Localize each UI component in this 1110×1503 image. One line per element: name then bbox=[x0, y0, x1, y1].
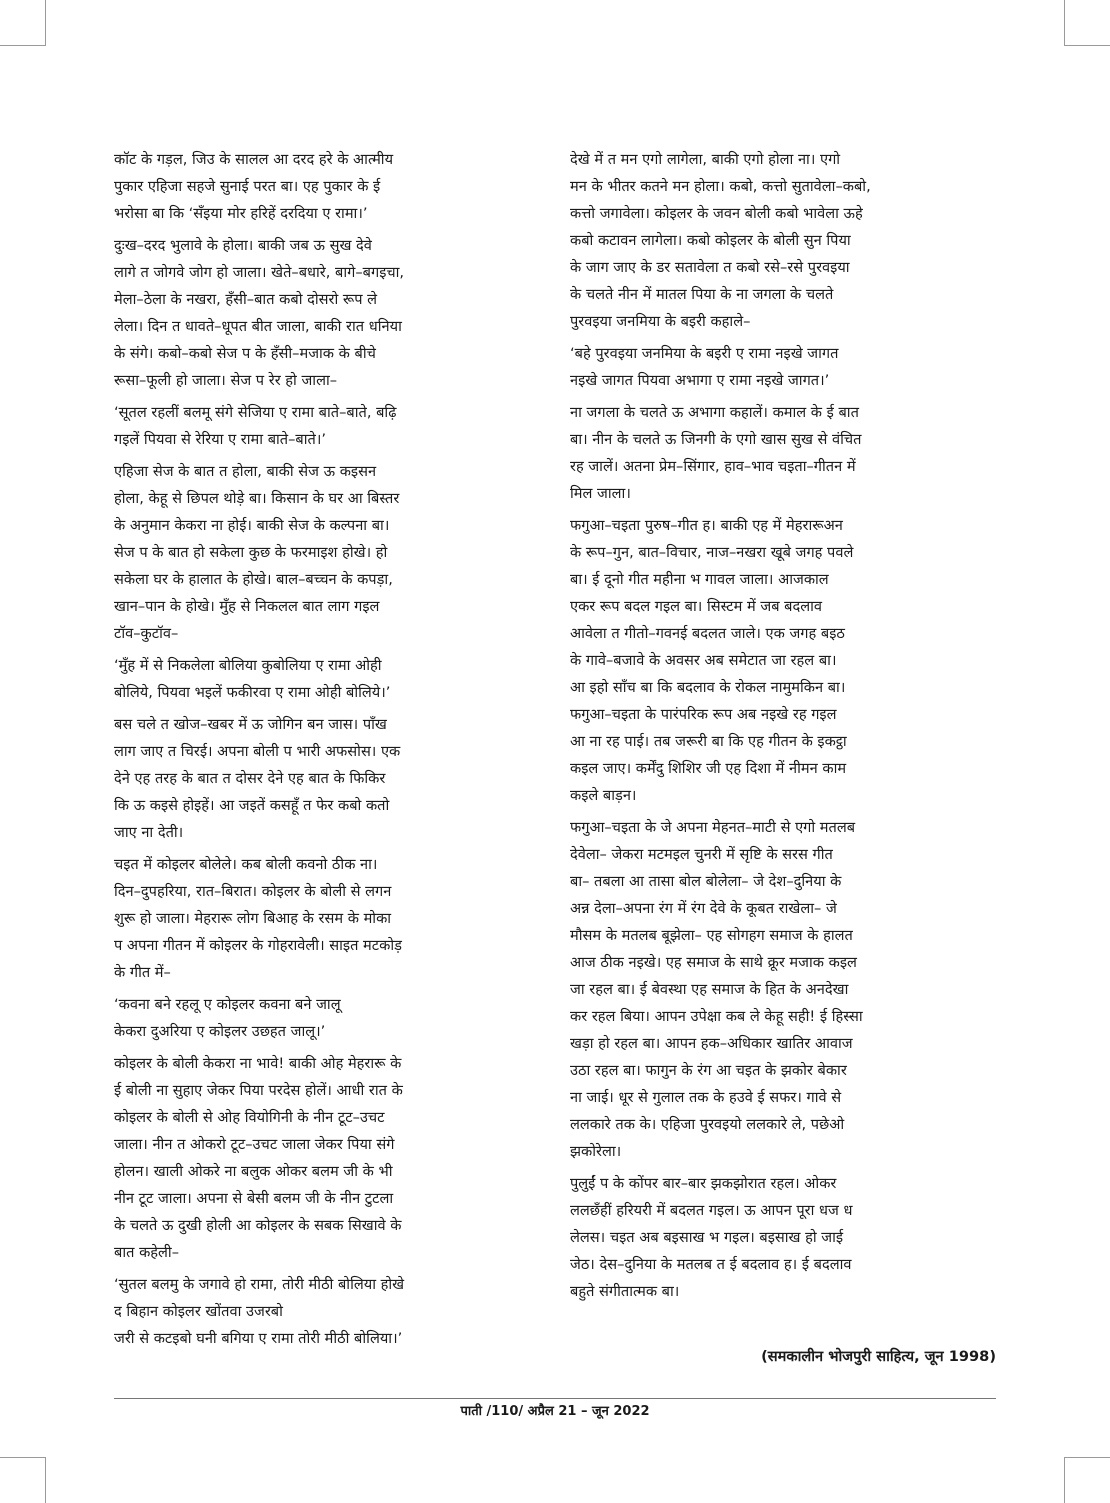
verse-quote: ‘सुतल बलमु के जगावे हो रामा, तोरी मीठी बोलिया होखे द बिहान कोइलर खोंतवा उजरबो जरी से कटइबो घनी बगिया ए रामा तोरी मीठी बोलिया।’ bbox=[114, 1276, 405, 1347]
paragraph: पुलुईं प के कोंपर बार–बार झकझोरात रहल। ओकर ललछँहीं हरियरी में बदलत गइल। ऊ आपन पूरा धज ध लेलस। चइत अब बइसाख भ गइल। बइसाख हो जाई जेठ। देस–दुनिया के मतलब त ई बदलाव ह। ई बदलाव बहुते संगीतात्मक बा। bbox=[570, 1175, 853, 1300]
paragraph: फगुआ–चइता के जे अपना मेहनत–माटी से एगो मतलब देवेला– जेकरा मटमइल चुनरी में सृष्टि के सरस गीत बा– तबला आ तासा बोल बोलेला– जे देश–दुनिया के अन्न देला–अपना रंग में रंग देवे के कूबत राखेला– जे मौसम के मतलब बूझेला– एह सोगहग समाज के हालत आज ठीक नइखे। एह समाज के साथे क्रूर मजाक कइल जा रहल बा। ई बेवस्था एह समाज के हित के अनदेखा कर रहल बिया। आपन उपेक्षा कब ले केहू सही! ई हिस्सा खड़ा हो रहल बा। आपन हक–अधिकार खातिर आवाज उठा रहल बा। फागुन के रंग आ चइत के झकोर बेकार ना जाई। धूर से गुलाल तक के हउवे ई सफर। गावे से ललकारे तक के। एहिजा पुरवइयो ललकारे ले, पछेओ झकोरेला। bbox=[570, 819, 863, 1160]
paragraph: दुःख–दरद भुलावे के होला। बाकी जब ऊ सुख देवे लागे त जोगवे जोग हो जाला। खेते–बधारे, बागे–बगइचा, मेला–ठेला के नखरा, हँसी–बात कबो दोसरो रूप ले लेला। दिन त धावते–धूपत बीत जाला, बाकी रात धनिया के संगे। कबो–कबो सेज प के हँसी–मजाक के बीचे रूसा–फूली हो जाला। सेज प रेर हो जाला– bbox=[114, 237, 405, 389]
paragraph: ना जगला के चलते ऊ अभागा कहालें। कमाल के ई बात बा। नीन के चलते ऊ जिनगी के एगो खास सुख से वंचित रह जालें। अतना प्रेम–सिंगार, हाव–भाव चइता–गीतन में मिल जाला। bbox=[570, 404, 862, 502]
left-column bbox=[114, 146, 540, 1357]
source-citation: (समकालीन भोजपुरी साहित्य, जून 1998) bbox=[761, 1348, 996, 1365]
crop-mark-bottom-right-v bbox=[1064, 1457, 1065, 1503]
crop-mark-top-left-h bbox=[0, 45, 46, 46]
crop-mark-top-right-v bbox=[1064, 0, 1065, 46]
verse-quote: ‘मुँह में से निकलेला बोलिया कुबोलिया ए रामा ओही बोलिये, पियवा भइलें फकीरवा ए रामा ओही बोलिये।’ bbox=[114, 657, 391, 701]
crop-mark-bottom-left-v bbox=[45, 1457, 46, 1503]
paragraph: बस चले त खोज–खबर में ऊ जोगिन बन जास। पाँख लाग जाए त चिरई। अपना बोली प भारी अफसोस। एक देने एह तरह के बात त दोसर देने एह बात के फिकिर कि ऊ कइसे होइहें। आ जइतें कसहूँ त फेर कबो कतो जाए ना देती। bbox=[114, 716, 401, 841]
footer-rule bbox=[114, 1398, 996, 1399]
paragraph: एहिजा सेज के बात त होला, बाकी सेज ऊ कइसन होला, केहू से छिपल थोड़े बा। किसान के घर आ बिस्तर के अनुमान केकरा ना होई। बाकी सेज के कल्पना बा। सेज प के बात हो सकेला कुछ के फरमाइश होखे। हो सकेला घर के हालात के होखे। बाल–बच्चन के कपड़ा, खान–पान के होखे। मुँह से निकलल बात लाग गइल टॉव–कुटॉव– bbox=[114, 463, 400, 642]
verse-quote: ‘सूतल रहलीं बलमू संगे सेजिया ए रामा बाते–बाते, बढ़ि गइलें पियवा से रेरिया ए रामा बाते–बाते।’ bbox=[114, 404, 397, 448]
verse-quote: ‘बहे पुरवइया जनमिया के बइरी ए रामा नइखे जागत नइखे जागत पियवा अभागा ए रामा नइखे जागत।’ bbox=[570, 345, 839, 389]
paragraph: कोइलर के बोली केकरा ना भावे! बाकी ओह मेहरारू के ई बोली ना सुहाए जेकर पिया परदेस होलें। आधी रात के कोइलर के बोली से ओह वियोगिनी के नीन टूट–उचट जाला। नीन त ओकरो टूट–उचट जाला जेकर पिया संगे होलन। खाली ओकरे ना बलुक ओकर बलम जी के भी नीन टूट जाला। अपना से बेसी बलम जी के नीन टुटला के चलते ऊ दुखी होली आ कोइलर के सबक सिखावे के बात कहेली– bbox=[114, 1055, 403, 1261]
page-footer: पाती /110/ अप्रैल 21 – जून 2022 bbox=[460, 1404, 650, 1419]
paragraph: कॉट के गड़ल, जिउ के सालल आ दरद हरे के आत्मीय पुकार एहिजा सहजे सुनाई परत बा। एह पुकार के ई भरोसा बा कि ‘सँइया मोर हरिहें दरदिया ए रामा।’ bbox=[114, 151, 394, 222]
verse-quote: ‘कवना बने रहलू ए कोइलर कवना बने जालू केकरा दुअरिया ए कोइलर उछहत जालू।’ bbox=[114, 996, 341, 1040]
right-column bbox=[570, 146, 996, 1310]
paragraph: चइत में कोइलर बोलेले। कब बोली कवनो ठीक ना। दिन–दुपहरिया, रात–बिरात। कोइलर के बोली से लगन शुरू हो जाला। मेहरारू लोग बिआह के रसम के मोका प अपना गीतन में कोइलर के गोहरावेली। साइत मटकोड़ के गीत में– bbox=[114, 856, 402, 981]
crop-mark-top-left-v bbox=[45, 0, 46, 46]
paragraph: देखे में त मन एगो लागेला, बाकी एगो होला ना। एगो मन के भीतर कतने मन होला। कबो, कत्तो सुतावेला–कबो, कत्तो जगावेला। कोइलर के जवन बोली कबो भावेला ऊहे कबो कटावन लागेला। कबो कोइलर के बोली सुन पिया के जाग जाए के डर सतावेला त कबो रसे–रसे पुरवइया के चलते नीन में मातल पिया के ना जगला के चलते पुरवइया जनमिया के बइरी कहाले– bbox=[570, 151, 871, 330]
crop-mark-bottom-left-h bbox=[0, 1457, 46, 1458]
crop-mark-top-right-h bbox=[1064, 45, 1110, 46]
paragraph: फगुआ–चइता पुरुष–गीत ह। बाकी एह में मेहरारूअन के रूप–गुन, बात–विचार, नाज–नखरा खूबे जगह पवले बा। ई दूनो गीत महीना भ गावल जाला। आजकाल एकर रूप बदल गइल बा। सिस्टम में जब बदलाव आवेला त गीतो–गवनई बदलत जाले। एक जगह बइठ के गावे–बजावे के अवसर अब समेटात जा रहल बा। आ इहो साँच बा कि बदलाव के रोकल नामुमकिन बा। फगुआ–चइता के पारंपरिक रूप अब नइखे रह गइल आ ना रह पाई। तब जरूरी बा कि एह गीतन के इकट्ठा कइल जाए। कर्मेंदु शिशिर जी एह दिशा में नीमन काम कइले बाड़न। bbox=[570, 517, 854, 804]
crop-mark-bottom-right-h bbox=[1064, 1457, 1110, 1458]
